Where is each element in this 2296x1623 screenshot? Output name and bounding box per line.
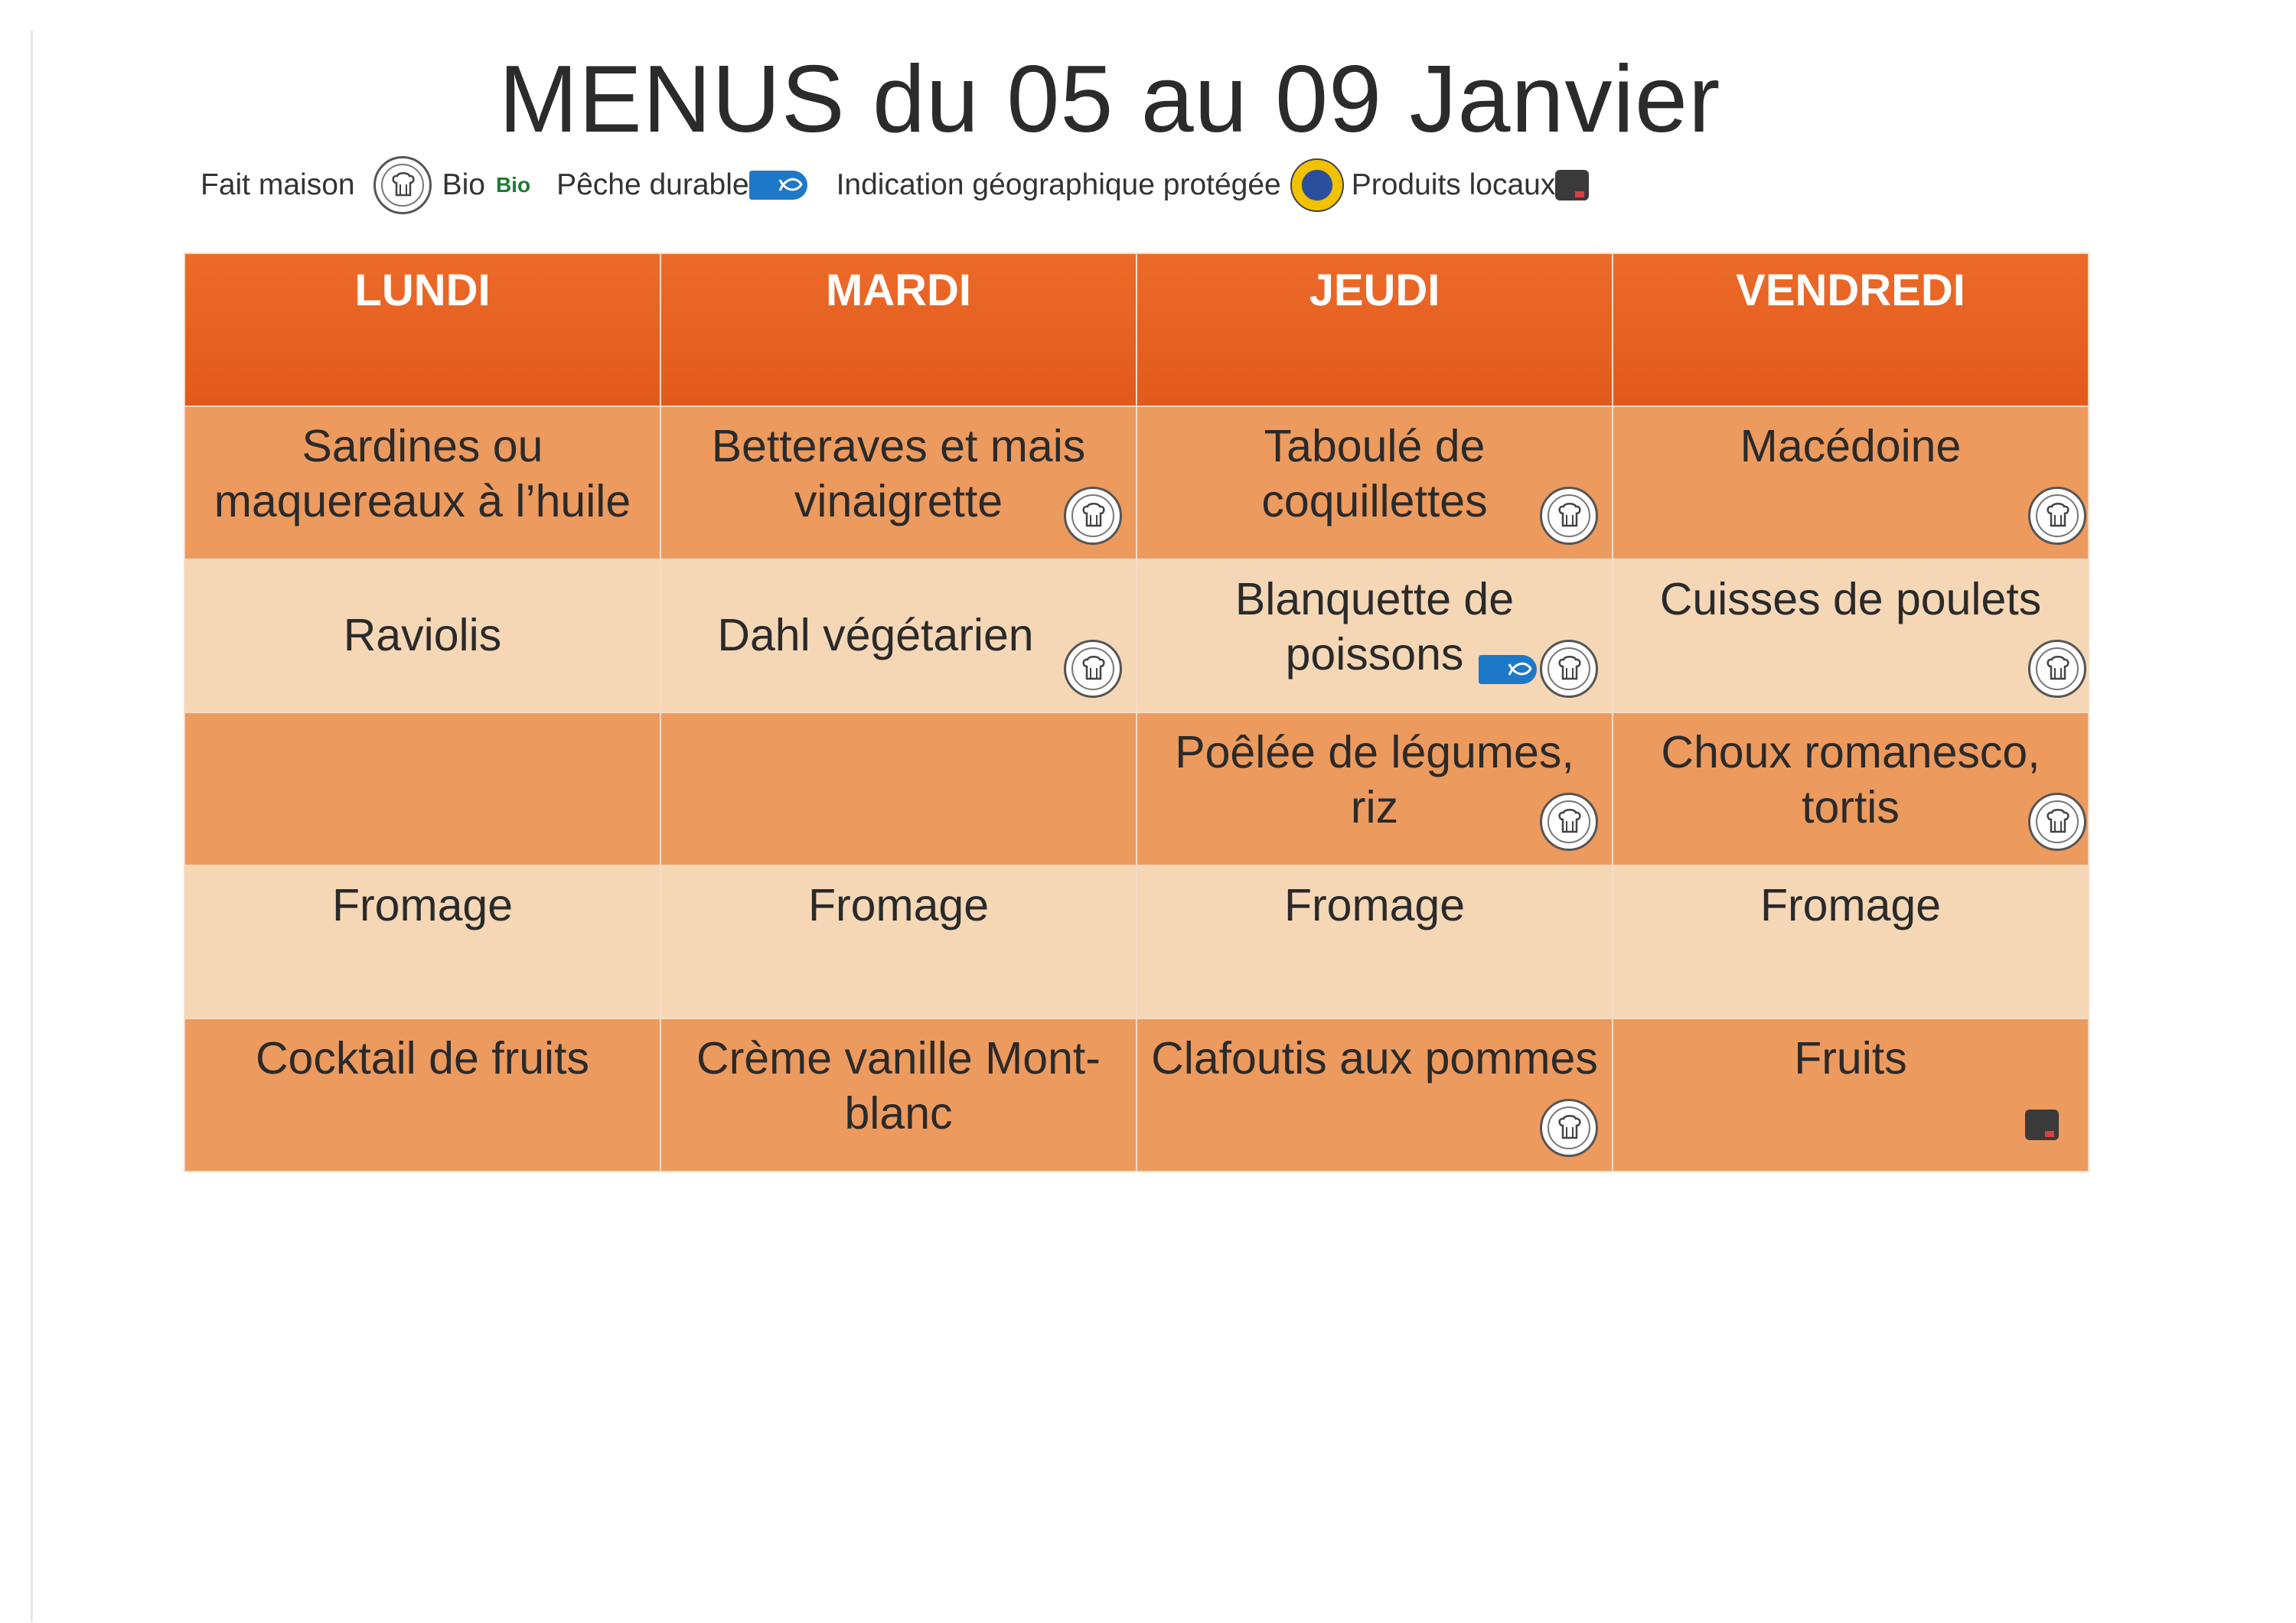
dish-text: Fromage [807,880,990,930]
menu-cell [660,712,1137,865]
dish-text: Crème vanille Mont-blanc [696,1033,1101,1139]
fait-maison-badge-icon [1540,793,1598,851]
dish-text: Taboulé de coquillettes [1261,421,1488,526]
bio-leaf-icon: Bio [495,173,531,197]
menu-cell [1613,712,2089,865]
fait-maison-badge-icon [2028,793,2086,851]
igp-label-icon [1290,158,1344,212]
legend-fait-maison-label: Fait maison [201,168,355,201]
produits-locaux-icon [2025,1110,2059,1140]
dish-text: Fromage [1760,880,1942,930]
menu-cell [184,1018,660,1172]
menu-cell [184,559,660,712]
dish-text: Blanquette de poissons [1234,574,1515,680]
menu-cell [184,712,660,865]
dish-text: Poêlée de légumes, riz [1175,727,1574,833]
legend-peche-durable-label: Pêche durable [556,168,749,201]
dish-text: Choux romanesco, tortis [1661,727,2040,833]
legend-fait-maison [201,156,432,214]
page-title: MENUS du 05 au 09 Janvier [498,47,1721,152]
menu-cell [1613,559,2089,712]
menu-cell [184,406,660,559]
fait-maison-badge-icon [373,156,432,214]
day-header-row [184,253,2089,406]
day-header-vendredi: VENDREDI [1613,253,2089,406]
legend-bio-label: Bio [442,168,485,201]
legend-peche-durable [556,168,807,202]
menu-cell [660,406,1137,559]
menu-cell [1137,406,1613,559]
dish-text: Fromage [1283,880,1466,930]
fait-maison-badge-icon [1064,640,1122,698]
menu-cell [184,865,660,1018]
fromage-row [184,865,2089,1018]
fait-maison-badge-icon [1540,1099,1598,1157]
dish-text: Fromage [331,880,514,930]
menu-cell [1137,712,1613,865]
day-header-jeudi: JEUDI [1137,253,1613,406]
fait-maison-badge-icon [2028,640,2086,698]
legend-bio [442,168,530,202]
dish-text: Fruits [1794,1033,1907,1084]
menu-cell [660,865,1137,1018]
dish-text: Sardines ou maquereaux à l’huile [214,421,631,526]
menu-cell [1137,1018,1613,1172]
fait-maison-badge-icon [1540,640,1598,698]
entree-row [184,406,2089,559]
produits-locaux-icon [1555,170,1589,200]
dish-text: Raviolis [343,610,502,661]
legend-igp [837,158,1344,212]
menu-table [184,253,2089,1172]
scan-edge-line [31,31,33,1622]
dish-text: Cuisses de poulets [1659,574,2042,624]
menu-cell [1137,559,1613,712]
menu-cell [660,559,1137,712]
day-header-mardi: MARDI [660,253,1137,406]
fait-maison-badge-icon [1064,487,1122,545]
dish-text: Cocktail de fruits [255,1033,590,1084]
dish-text: Dahl végétarien [717,610,1034,661]
dish-text: Macédoine [1740,421,1962,471]
msc-peche-durable-icon [1479,655,1537,684]
dish-text: Betteraves et mais vinaigrette [711,421,1086,526]
menu-cell [660,1018,1137,1172]
dish-text: Clafoutis aux pommes [1151,1033,1598,1084]
menu-cell [1613,865,2089,1018]
fait-maison-badge-icon [1540,487,1598,545]
legend-produits-locaux [1352,168,1590,202]
menu-cell [1613,406,2089,559]
legend [201,147,1589,223]
accompagnement-row [184,712,2089,865]
legend-produits-locaux-label: Produits locaux [1351,168,1556,201]
plat-row [184,559,2089,712]
menu-cell [1613,1018,2089,1172]
menu-cell [1137,865,1613,1018]
fait-maison-badge-icon [2028,487,2086,545]
dessert-row [184,1018,2089,1172]
legend-igp-label: Indication géographique protégée [836,168,1281,201]
msc-peche-durable-icon [749,171,807,200]
day-header-lundi: LUNDI [184,253,660,406]
